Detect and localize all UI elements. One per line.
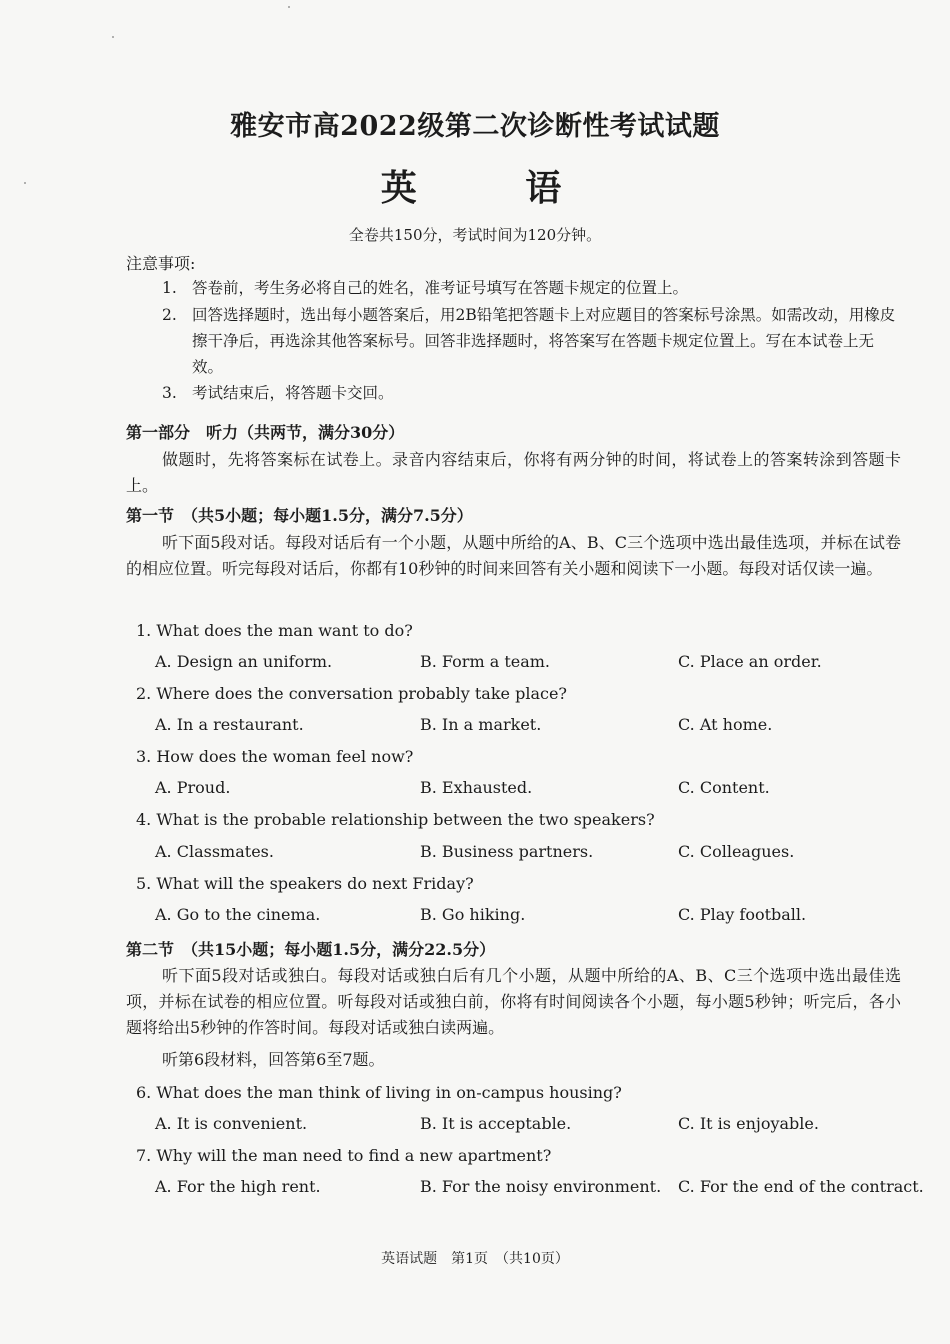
q6-option-c: C. It is enjoyable. — [678, 1114, 819, 1133]
q6-option-a: A. It is convenient. — [155, 1114, 308, 1133]
question-2: 2. Where does the conversation probably take place? — [136, 684, 567, 703]
note-item — [162, 275, 902, 301]
question-4: 4. What is the probable relationship between the two speakers? — [136, 810, 655, 829]
q5-option-b: B. Go hiking. — [420, 905, 526, 924]
q7-option-c: C. For the end of the contract. — [678, 1177, 924, 1196]
q6-option-b: B. It is acceptable. — [420, 1114, 572, 1133]
part1-intro: 做题时，先将答案标在试卷上。录音内容结束后，你将有两分钟的时间，将试卷上的答案转涂到答题卡上。 — [126, 450, 901, 495]
note-number: 2. — [162, 306, 177, 324]
note-item — [162, 380, 902, 406]
scan-speck — [288, 6, 290, 8]
material-note: 听第6段材料，回答第6至7题。 — [162, 1050, 385, 1069]
q4-option-c: C. Colleagues. — [678, 842, 795, 861]
q1-option-a: A. Design an uniform. — [155, 652, 333, 671]
q1-option-c: C. Place an order. — [678, 652, 822, 671]
q4-option-b: B. Business partners. — [420, 842, 594, 861]
question-6: 6. What does the man think of living in on-campus housing? — [136, 1083, 622, 1102]
note-text: 考试结束后，将答题卡交回。 — [192, 384, 394, 402]
q2-option-a: A. In a restaurant. — [155, 715, 304, 734]
exam-info: 全卷共150分，考试时间为120分钟。 — [348, 226, 602, 244]
section1-intro: 听下面5段对话。每段对话后有一个小题，从题中所给的A、B、C三个选项中选出最佳选项，并标在试卷的相应位置。听完每段对话后，你都有10秒钟的时间来回答有关小题和阅读下一小题。每段对话仅读一遍。 — [126, 533, 901, 578]
note-text: 回答选择题时，选出每小题答案后，用2B铅笔把答题卡上对应题目的答案标号涂黑。如需改动，用橡皮擦干净后，再选涂其他答案标号。回答非选择题时，将答案写在答题卡规定位置上。写在本试卷上无效。 — [192, 306, 896, 376]
question-5: 5. What will the speakers do next Friday? — [136, 874, 474, 893]
section2-intro: 听下面5段对话或独白。每段对话或独白后有几个小题，从题中所给的A、B、C三个选项中选出最佳选项，并标在试卷的相应位置。听每段对话或独白前，你将有时间阅读各个小题，每小题5秒钟；听完后，各小题将给出5秒钟的作答时间。每段对话或独白读两遍。 — [126, 966, 901, 1037]
notes-heading: 注意事项: — [126, 254, 196, 273]
q1-option-b: B. Form a team. — [420, 652, 551, 671]
part1-heading: 第一部分 听力（共两节，满分30分） — [126, 423, 405, 442]
section2-heading: 第二节 （共15小题；每小题1.5分，满分22.5分） — [126, 940, 496, 959]
q3-option-a: A. Proud. — [155, 778, 231, 797]
exam-title: 雅安市高2022级第二次诊断性考试试题 — [230, 111, 720, 142]
note-number: 3. — [162, 384, 177, 402]
note-item — [162, 302, 902, 380]
question-7: 7. Why will the man need to find a new apartment? — [136, 1146, 552, 1165]
note-number: 1. — [162, 279, 177, 297]
q7-option-b: B. For the noisy environment. — [420, 1177, 662, 1196]
question-3: 3. How does the woman feel now? — [136, 747, 414, 766]
q2-option-c: C. At home. — [678, 715, 773, 734]
scan-speck — [112, 36, 114, 38]
q7-option-a: A. For the high rent. — [155, 1177, 321, 1196]
q3-option-c: C. Content. — [678, 778, 770, 797]
q5-option-a: A. Go to the cinema. — [155, 905, 321, 924]
q2-option-b: B. In a market. — [420, 715, 542, 734]
q4-option-a: A. Classmates. — [155, 842, 274, 861]
section1-heading: 第一节 （共5小题；每小题1.5分，满分7.5分） — [126, 506, 473, 525]
subject-title: 英 语 — [380, 167, 590, 209]
note-text: 答卷前，考生务必将自己的姓名，准考证号填写在答题卡规定的位置上。 — [192, 279, 689, 297]
q3-option-b: B. Exhausted. — [420, 778, 533, 797]
q5-option-c: C. Play football. — [678, 905, 807, 924]
question-1: 1. What does the man want to do? — [136, 621, 413, 640]
page-footer: 英语试题 第1页 （共10页） — [381, 1251, 569, 1267]
